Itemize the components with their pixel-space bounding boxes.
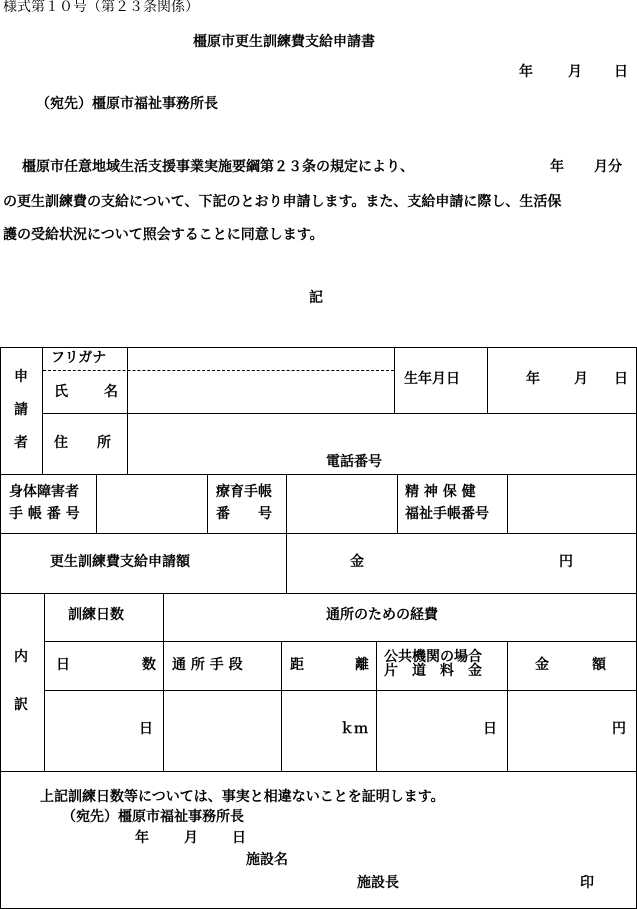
addressee: （宛先）橿原市福祉事務所長 <box>36 96 218 112</box>
facility-name-label: 施設名 <box>246 852 288 868</box>
certification-statement: 上記訓練日数等については、事実と相違ないことを証明します。 <box>40 789 445 805</box>
birth-year: 年 <box>526 371 540 387</box>
kin-label: 金 <box>350 554 364 570</box>
form-number: 様式第１０号（第２３条関係） <box>3 0 199 15</box>
request-amount-label: 更生訓練費支給申請額 <box>50 554 190 570</box>
date-day: 日 <box>614 64 628 80</box>
furigana-label: フリガナ <box>51 350 107 366</box>
days-label-b: 数 <box>142 657 156 673</box>
body-year: 年 <box>550 159 564 175</box>
breakdown-label-1: 内 <box>14 649 28 665</box>
public-transport-label-2: 片 道 料 金 <box>384 663 482 679</box>
date-month: 月 <box>568 64 582 80</box>
disability-label-1: 身体障害者 <box>9 484 79 500</box>
distance-label-b: 離 <box>355 657 369 673</box>
body-line-3: 護の受給状況について照会することに同意します。 <box>3 227 324 243</box>
certification-addressee: （宛先）橿原市福祉事務所長 <box>62 809 244 825</box>
applicant-label-3: 者 <box>14 435 28 451</box>
facility-head-label: 施設長 <box>357 875 399 891</box>
days-label-a: 日 <box>56 657 70 673</box>
applicant-label-2: 請 <box>14 402 28 418</box>
public-transport-label-1: 公共機関の場合 <box>384 649 482 665</box>
date-year: 年 <box>519 64 533 80</box>
address-label-b: 所 <box>97 435 111 451</box>
phone-label: 電話番号 <box>326 454 382 470</box>
unit-day-training: 日 <box>139 721 153 737</box>
ryoiku-label-1: 療育手帳 <box>216 484 272 500</box>
seal-label: 印 <box>580 875 594 891</box>
body-line-1: 橿原市任意地域生活支援事業実施要綱第２３条の規定により、 <box>22 159 414 175</box>
commute-expenses-label: 通所のための経費 <box>326 607 438 623</box>
birthdate-label: 生年月日 <box>404 371 460 387</box>
page-title: 橿原市更生訓練費支給申請書 <box>193 34 375 50</box>
name-label-a: 氏 <box>54 384 68 400</box>
name-label-b: 名 <box>104 384 118 400</box>
applicant-label-1: 申 <box>14 369 28 385</box>
ki-heading: 記 <box>309 290 323 306</box>
disability-label-2: 手 帳 番 号 <box>9 506 80 522</box>
unit-km: ｋｍ <box>340 721 368 737</box>
mental-label-2: 福祉手帳番号 <box>405 506 489 522</box>
distance-label-a: 距 <box>290 657 304 673</box>
unit-day-fare: 日 <box>483 721 497 737</box>
certification-month: 月 <box>184 830 198 846</box>
commute-means-label: 通 所 手 段 <box>172 657 243 673</box>
mental-label-1: 精 神 保 健 <box>405 484 476 500</box>
body-month-portion: 月分 <box>594 159 622 175</box>
certification-year: 年 <box>135 830 149 846</box>
birth-day: 日 <box>614 371 628 387</box>
amount-label-a: 金 <box>535 657 549 673</box>
address-label-a: 住 <box>54 435 68 451</box>
ryoiku-label-2: 番 号 <box>216 506 272 522</box>
breakdown-label-2: 訳 <box>14 697 28 713</box>
amount-label-b: 額 <box>592 657 606 673</box>
certification-day: 日 <box>232 830 246 846</box>
training-days-label: 訓練日数 <box>68 607 124 623</box>
yen-label: 円 <box>559 554 573 570</box>
birth-month: 月 <box>574 371 588 387</box>
body-line-2: の更生訓練費の支給について、下記のとおり申請します。また、支給申請に際し、生活保 <box>3 194 562 210</box>
unit-yen: 円 <box>612 721 626 737</box>
